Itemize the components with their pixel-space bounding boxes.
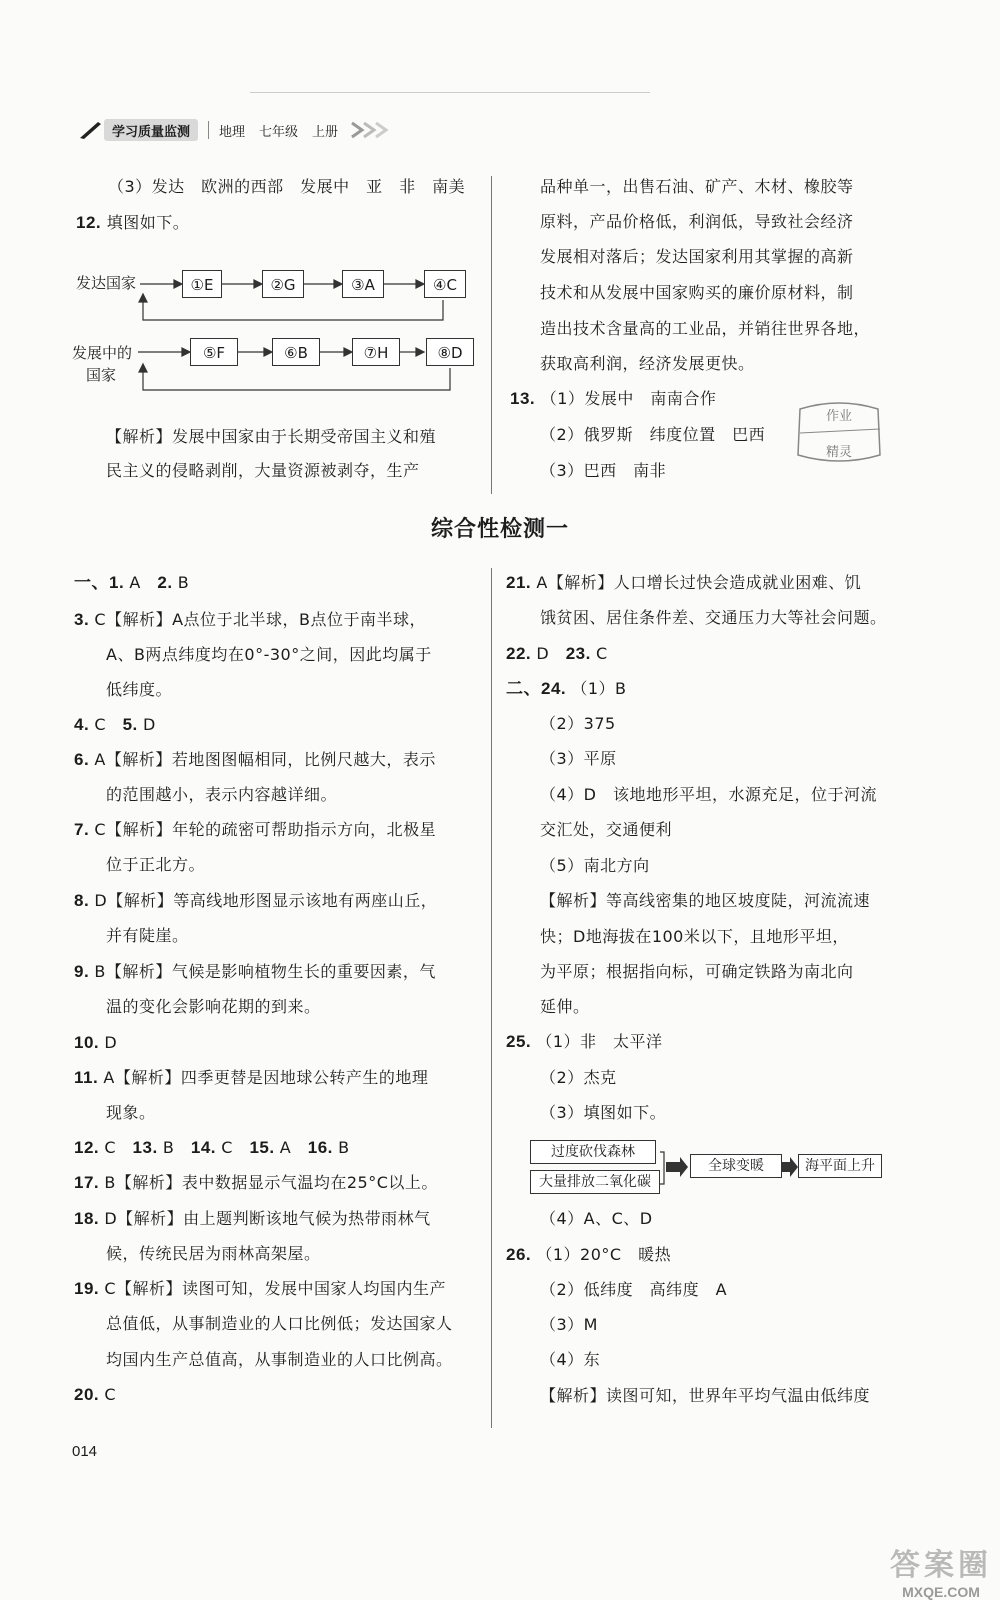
answer-text: 交汇处，交通便利 — [540, 820, 673, 839]
answer-text: A【解析】四季更替是因地球公转产生的地理 — [103, 1068, 429, 1087]
answer-line — [74, 609, 426, 631]
answer-line — [106, 996, 321, 1018]
answer-text: A — [129, 573, 158, 592]
diagram-box: ⑥B — [272, 338, 320, 366]
question-number: 23. — [565, 644, 597, 663]
question-number: 14. — [190, 1138, 222, 1157]
header-brand: 学习质量监测 — [104, 119, 198, 141]
answer-line — [74, 961, 436, 983]
answer-line — [106, 1243, 321, 1265]
answer-line — [106, 644, 432, 666]
answer-line — [540, 996, 590, 1018]
answer-text: D【解析】等高线地形图显示该地有两座山丘， — [94, 891, 438, 910]
answer-text: 为平原；根据指向标，可确定铁路为南北向 — [540, 962, 854, 981]
answer-text: A — [279, 1138, 308, 1157]
answer-text: D【解析】由上题判断该地气候为热带雨林气 — [104, 1209, 431, 1228]
question-number: 13. — [132, 1138, 163, 1157]
chevron-right-icon — [350, 121, 400, 139]
answer-line — [540, 1067, 617, 1089]
question-number: 11. — [74, 1068, 104, 1087]
answer-line — [106, 679, 172, 701]
answer-line — [506, 1031, 663, 1053]
answer-line — [540, 1208, 653, 1230]
question-number: 4. — [74, 715, 95, 734]
answer-text: 候，传统民居为雨林高架屋。 — [106, 1244, 321, 1263]
answer-text: 的范围越小，表示内容越详细。 — [106, 785, 338, 804]
analysis-line: 发展相对落后；发达国家利用其掌握的高新 — [540, 247, 854, 266]
answer-line — [540, 1279, 727, 1301]
effect-box: 全球变暖 — [690, 1154, 782, 1178]
question-number: 5. — [122, 715, 143, 734]
answer-line — [74, 749, 436, 771]
answer-text: C【解析】读图可知，发展中国家人均国内生产 — [104, 1279, 447, 1298]
answer-text: （3）填图如下。 — [540, 1103, 667, 1122]
question-number: 9. — [74, 962, 95, 981]
answer-line: （3）巴西 南非 — [540, 461, 667, 480]
answer-text: （2）375 — [540, 714, 616, 733]
answer-text: （1）B — [571, 679, 627, 698]
answer-text: D — [104, 1033, 118, 1052]
answer-text: 现象。 — [106, 1103, 156, 1122]
answer-text: C【解析】年轮的疏密可帮助指示方向，北极星 — [94, 820, 437, 839]
answer-line — [506, 572, 861, 594]
answer-text: 【解析】读图可知，世界年平均气温由低纬度 — [540, 1386, 871, 1405]
column-divider-bottom — [491, 568, 492, 1428]
cause-box: 过度砍伐森林 — [530, 1140, 656, 1164]
watermark-url: MXQE.COM — [902, 1584, 980, 1600]
answer-text: 低纬度。 — [106, 680, 173, 699]
answer-text: B【解析】表中数据显示气温均在25°C以上。 — [104, 1173, 438, 1192]
answer-text: C【解析】A点位于北半球，B点位于南半球， — [94, 610, 427, 629]
diagram-box: ④C — [424, 270, 466, 298]
answer-text: （4）东 — [540, 1350, 601, 1369]
answer-text: （4）A、C、D — [540, 1209, 653, 1228]
answer-text: （3）平原 — [540, 749, 617, 768]
section-title: 综合性检测一 — [430, 517, 569, 542]
diagram-box: ⑧D — [426, 338, 474, 366]
answer-line — [74, 1032, 117, 1054]
answer-text: （1）非 太平洋 — [536, 1032, 663, 1051]
analysis-line: 民主义的侵略剥削，大量资源被剥夺，生产 — [106, 461, 420, 480]
header-grade: 七年级 — [259, 124, 299, 140]
answer-text: 延伸。 — [540, 997, 590, 1016]
analysis-line: 原料，产品价格低，利润低，导致社会经济 — [540, 212, 854, 231]
question-12 — [76, 212, 189, 234]
answer-text: D — [536, 644, 566, 663]
diagram-box: ⑦H — [352, 338, 400, 366]
question-number: 17. — [74, 1173, 105, 1192]
answer-line — [74, 819, 436, 841]
analysis-line: 获取高利润，经济发展更快。 — [540, 354, 755, 373]
developing-countries-label: 发展中的 — [72, 344, 133, 362]
diagram-box: ②G — [262, 270, 304, 298]
header-rule — [250, 92, 650, 93]
diagram-box: ③A — [342, 270, 384, 298]
answer-line — [74, 1384, 116, 1406]
answer-text: B — [162, 1138, 191, 1157]
answer-text: A【解析】人口增长过快会造成就业困难、饥 — [536, 573, 862, 592]
answer-line — [74, 1278, 446, 1300]
answer-line — [540, 890, 870, 912]
answer-line — [540, 926, 849, 948]
page-number: 014 — [72, 1443, 98, 1460]
answer-line — [540, 1349, 600, 1371]
answer-line — [540, 1314, 598, 1336]
answer-line — [106, 854, 205, 876]
answer-line — [540, 961, 854, 983]
answer-line — [74, 890, 437, 912]
question-number: 19. — [74, 1279, 105, 1298]
question-number: 25. — [506, 1032, 537, 1051]
question-number: 8. — [74, 891, 95, 910]
answer-line — [74, 1172, 438, 1194]
answer-line — [106, 925, 189, 947]
page-header — [80, 116, 400, 144]
answer-line — [106, 784, 337, 806]
question-number: 二、24. — [506, 679, 572, 698]
question-number: 6. — [74, 750, 95, 769]
answer-text: 【解析】等高线密集的地区坡度陡，河流流速 — [540, 891, 871, 910]
stamp-logo — [790, 395, 888, 471]
answer-text: B — [177, 573, 190, 592]
answer-text: 总值低，从事制造业的人口比例低；发达国家人 — [106, 1314, 453, 1333]
answer-text: C — [94, 715, 123, 734]
analysis-line: 技术和从发展中国家购买的廉价原材料，制 — [540, 283, 854, 302]
stamp-text-top: 作业 — [826, 409, 853, 424]
answer-line — [540, 1385, 870, 1407]
answer-text: A【解析】若地图图幅相同，比例尺越大，表示 — [94, 750, 436, 769]
question-number: 20. — [74, 1385, 105, 1404]
answer-line — [540, 819, 672, 841]
pen-icon — [78, 120, 104, 140]
analysis-line: 品种单一，出售石油、矿产、木材、橡胶等 — [540, 177, 854, 196]
answer-text: （2）杰克 — [540, 1068, 617, 1087]
column-divider-top — [491, 176, 492, 494]
cause-box: 大量排放二氧化碳 — [530, 1170, 660, 1194]
answer-text: （2）低纬度 高纬度 A — [540, 1280, 728, 1299]
header-volume: 上册 — [312, 124, 339, 140]
answer-text: 饿贫困、居住条件差、交通压力大等社会问题。 — [540, 608, 887, 627]
question-number: 2. — [157, 573, 178, 592]
answer-line — [540, 607, 887, 629]
answer-line: （2）俄罗斯 纬度位置 巴西 — [540, 425, 766, 444]
question-number: 21. — [506, 573, 537, 592]
answer-text: B — [338, 1138, 350, 1157]
answer-line — [540, 1102, 666, 1124]
answer-line: （3）发达 欧洲的西部 发展中 亚 非 南美 — [108, 177, 466, 196]
answer-text: 位于正北方。 — [106, 855, 206, 874]
answer-line — [74, 1208, 431, 1230]
answer-text: C — [596, 644, 608, 663]
answer-line — [540, 855, 650, 877]
answer-text: （1）发展中 南南合作 — [540, 389, 717, 408]
answer-text: 快；D地海拔在100米以下，且地形平坦， — [540, 927, 849, 946]
answer-text: 并有陡崖。 — [106, 926, 189, 945]
question-number: 13. — [510, 389, 536, 408]
answer-line — [506, 643, 608, 665]
question-number: 12. — [74, 1138, 105, 1157]
answer-line — [74, 1067, 428, 1089]
answer-line — [506, 1244, 671, 1266]
answer-text: 均国内生产总值高，从事制造业的人口比例高。 — [106, 1350, 453, 1369]
question-number: 16. — [307, 1138, 339, 1157]
answer-text: C — [221, 1138, 250, 1157]
question-number: 15. — [249, 1138, 280, 1157]
diagram-box: ⑤F — [190, 338, 238, 366]
answer-text: C — [104, 1385, 117, 1404]
question-number: 3. — [74, 610, 95, 629]
answer-line — [74, 1137, 350, 1159]
developed-countries-label: 发达国家 — [76, 274, 137, 292]
answer-line — [106, 1313, 453, 1335]
analysis-line: 造出技术含量高的工业品，并销往世界各地， — [540, 319, 871, 338]
stamp-text-bottom: 精灵 — [826, 445, 853, 460]
answer-text: D — [143, 715, 156, 734]
answer-text: A、B两点纬度均在0°-30°之间，因此均属于 — [106, 645, 432, 664]
answer-line — [506, 678, 627, 700]
answer-line — [74, 714, 156, 736]
header-subject: 地理 — [219, 124, 246, 140]
question-number: 一、1. — [74, 573, 130, 592]
question-number: 10. — [74, 1033, 105, 1052]
question-number: 7. — [74, 820, 95, 839]
answer-text: （1）20°C 暖热 — [536, 1245, 672, 1264]
watermark — [890, 1540, 992, 1600]
answer-text: B【解析】气候是影响植物生长的重要因素，气 — [94, 962, 436, 981]
question-text: 填图如下。 — [106, 213, 190, 232]
answer-line — [106, 1349, 453, 1371]
question-number: 12. — [76, 213, 102, 232]
answer-text: （4）D 该地地形平坦，水源充足，位于河流 — [540, 785, 878, 804]
answer-line — [106, 1102, 156, 1124]
effect-box: 海平面上升 — [798, 1154, 882, 1178]
answer-text: 温的变化会影响花期的到来。 — [106, 997, 321, 1016]
answer-line — [540, 713, 616, 735]
answer-line — [540, 784, 877, 806]
answer-text: C — [104, 1138, 133, 1157]
developing-countries-label-2: 国家 — [86, 366, 117, 384]
analysis-line: 【解析】发展中国家由于长期受帝国主义和殖 — [106, 427, 437, 446]
question-number: 18. — [74, 1209, 105, 1228]
header-divider — [208, 121, 209, 139]
diagram-box: ①E — [182, 270, 222, 298]
question-number: 22. — [506, 644, 537, 663]
question-number: 26. — [506, 1245, 537, 1264]
answer-text: （3）M — [540, 1315, 598, 1334]
question-13 — [510, 388, 716, 410]
answer-text: （5）南北方向 — [540, 856, 650, 875]
answer-line — [74, 572, 189, 594]
header-meta — [219, 121, 338, 140]
watermark-text: 答案圈 — [890, 1549, 992, 1582]
answer-line — [540, 748, 617, 770]
